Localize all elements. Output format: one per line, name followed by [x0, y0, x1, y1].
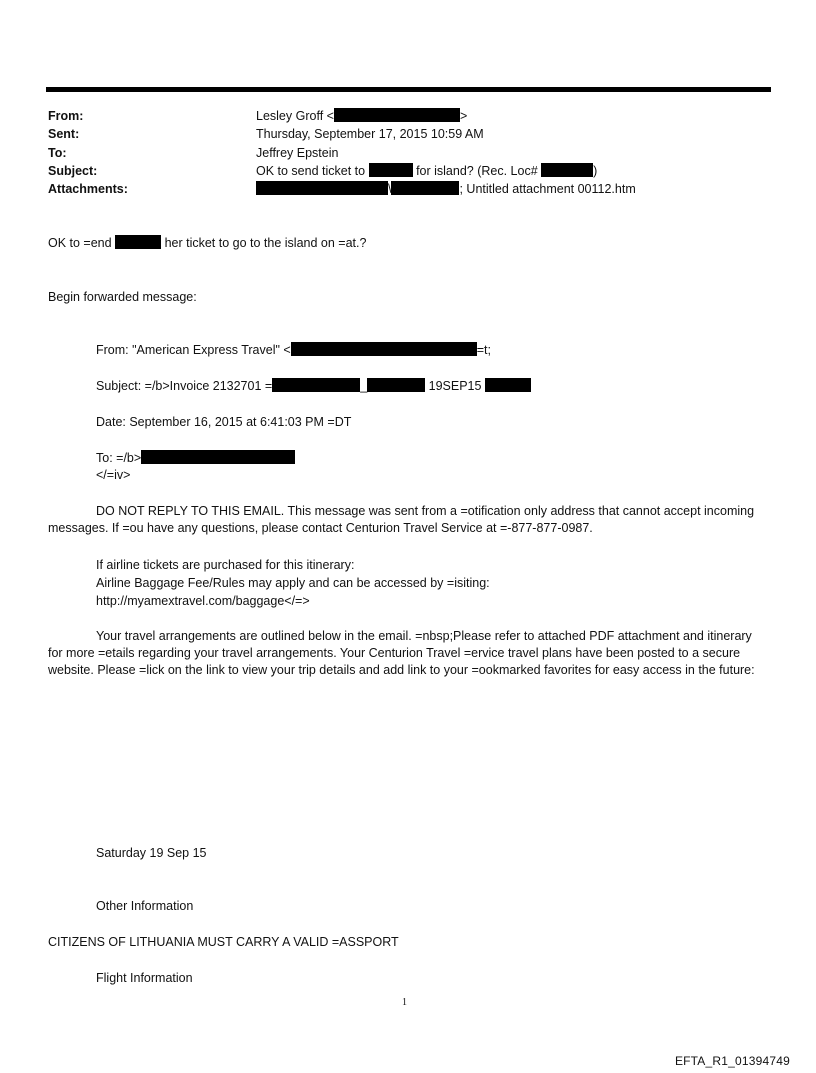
- attachment-filename: ; Untitled attachment 00112.htm: [459, 182, 636, 196]
- redaction-box: [485, 378, 531, 392]
- travel-arrangements-text: Your travel arrangements are outlined below in the email. =nbsp;Please refer to attached PDF attachment and itinerary for more =etails regarding your travel arrangements. Your Centurion Travel =ervice travel plans have been posted to a secure website. Please =lick on the link to view your trip details and add link to your =ookmarked favorites for easy access in the future:: [48, 629, 755, 677]
- redaction-box: [541, 163, 593, 177]
- do-not-reply-text: DO NOT REPLY TO THIS EMAIL. This message was sent from a =otification only address that cannot accept incoming messages. If =ou have any questions, please contact Centurion Travel Service at =-877-877-0987.: [48, 504, 755, 535]
- fwd-from-text: From: "American Express Travel" <: [96, 343, 291, 357]
- from-name: Lesley Groff <: [256, 109, 334, 123]
- flight-information-heading: Flight Information: [96, 971, 193, 985]
- forwarded-header: Begin forwarded message:: [48, 290, 197, 304]
- subject-label: Subject:: [48, 164, 98, 178]
- citizens-notice: CITIZENS OF LITHUANIA MUST CARRY A VALID =ASSPORT: [48, 935, 399, 949]
- redaction-box: [367, 378, 425, 392]
- airline-line-2: Airline Baggage Fee/Rules may apply and can be accessed by =isiting:: [96, 576, 490, 590]
- do-not-reply-paragraph: [48, 503, 768, 537]
- page-number: 1: [402, 997, 407, 1008]
- fwd-div-close: </=iv>: [96, 468, 131, 482]
- sent-label: Sent:: [48, 127, 80, 141]
- fwd-from-line: [96, 342, 491, 358]
- redaction-box: [272, 378, 360, 392]
- to-label: To:: [48, 146, 67, 160]
- airline-line-1: If airline tickets are purchased for this itinerary:: [96, 558, 355, 572]
- message-text-b: her ticket to go to the island on =at.?: [164, 236, 367, 250]
- redaction-box: [141, 450, 295, 464]
- redaction-box: [369, 163, 413, 177]
- redaction-box: [115, 235, 161, 249]
- subject-part-3: ): [593, 164, 598, 178]
- from-label: From:: [48, 109, 84, 123]
- subject-part-1: OK to send ticket to: [256, 164, 366, 178]
- redaction-box: [334, 108, 460, 122]
- attachments-label: Attachments:: [48, 182, 128, 196]
- fwd-subject-underscore: _: [360, 379, 368, 393]
- fwd-date-line: Date: September 16, 2015 at 6:41:03 PM =DT: [96, 415, 352, 429]
- redaction-box: [291, 342, 477, 356]
- fwd-to-line: [96, 450, 295, 466]
- redaction-box: [391, 181, 459, 195]
- itinerary-date: Saturday 19 Sep 15: [96, 846, 207, 860]
- to-value: Jeffrey Epstein: [256, 146, 339, 160]
- travel-arrangements-paragraph: [48, 628, 768, 679]
- fwd-subject-line: [96, 378, 531, 394]
- message-text-a: OK to =end: [48, 236, 112, 250]
- from-value: [256, 108, 467, 124]
- fwd-from-end: =t;: [476, 343, 491, 357]
- other-information-heading: Other Information: [96, 899, 194, 913]
- sent-value: Thursday, September 17, 2015 10:59 AM: [256, 127, 484, 141]
- fwd-to-text: To: =/b>: [96, 451, 142, 465]
- from-close: >: [459, 109, 468, 123]
- fwd-subject-date: 19SEP15: [428, 379, 482, 393]
- attachments-value: [256, 181, 636, 197]
- bates-number: EFTA_R1_01394749: [674, 1054, 790, 1068]
- header-rule: [46, 87, 771, 92]
- baggage-link: http://myamextravel.com/baggage</=>: [96, 594, 310, 608]
- subject-value: [256, 163, 597, 179]
- fwd-subject-text: Subject: =/b>Invoice 2132701 =: [96, 379, 273, 393]
- attachments-separator: \: [388, 182, 392, 196]
- message-line: [48, 235, 366, 251]
- redaction-box: [256, 181, 388, 195]
- subject-part-2: for island? (Rec. Loc#: [416, 164, 538, 178]
